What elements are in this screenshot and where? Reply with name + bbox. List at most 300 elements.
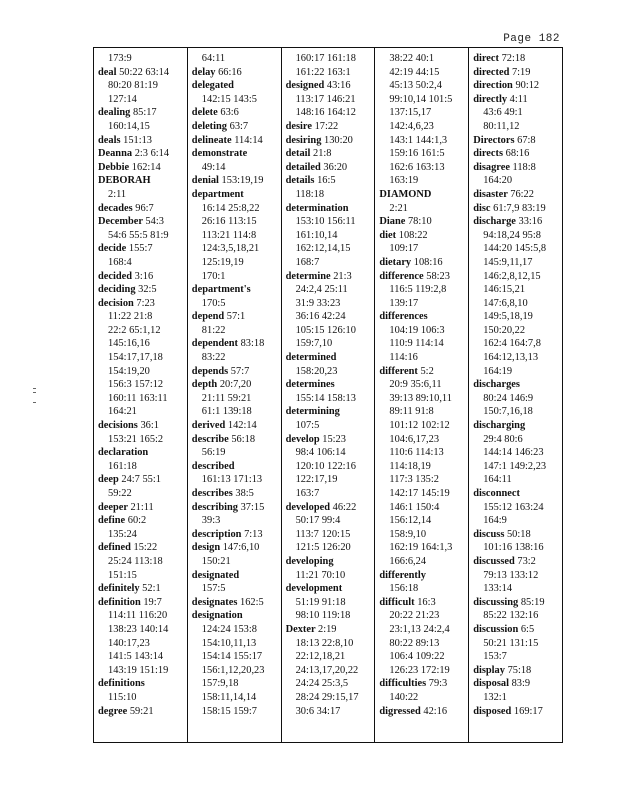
index-refs-continued: 147:1 149:2,23: [483, 460, 547, 472]
index-refs-continued: 155:12 163:24: [483, 501, 544, 513]
index-refs-continued: 161:18: [108, 460, 137, 472]
index-refs: 67:8: [517, 134, 536, 146]
index-refs-continued: 127:14: [108, 93, 137, 105]
index-entry: [286, 174, 373, 188]
index-entry: [473, 623, 560, 637]
index-term: designed: [285, 80, 325, 92]
index-refs-continued: 38:22 40:1: [389, 53, 435, 64]
index-refs: 153:19,19: [221, 175, 264, 187]
index-refs: 58:23: [426, 270, 450, 282]
index-entry: [192, 120, 279, 134]
index-entry: [192, 501, 279, 515]
index-entry: [473, 52, 560, 66]
index-refs-continued: 24:13,17,20,22: [295, 664, 359, 676]
index-refs: 72:18: [501, 53, 526, 64]
index-term: diet: [379, 229, 397, 241]
index-entry: [192, 528, 279, 542]
index-term: disc: [473, 202, 491, 214]
index-refs-continued: 45:13 50:2,4: [389, 80, 442, 92]
index-refs-continued: 143:1 144:1,3: [389, 134, 448, 146]
index-refs: 36:20: [323, 161, 348, 173]
index-entry: [192, 541, 279, 555]
index-refs: 19:7: [143, 596, 162, 608]
index-refs-continued: 21:11 59:21: [201, 392, 252, 404]
index-entry: [286, 582, 373, 596]
index-entry: [192, 134, 279, 148]
index-refs-continued: 121:5 126:20: [295, 542, 351, 554]
index-refs-continued: 168:4: [108, 256, 132, 268]
index-entry: [192, 147, 279, 161]
index-refs-continued: 141:5 143:14: [108, 651, 164, 663]
index-refs-continued: 31:9 33:23: [295, 297, 341, 309]
index-refs: 7:23: [136, 297, 155, 309]
index-entry: [192, 596, 279, 610]
index-refs-continued: 156:18: [389, 583, 419, 595]
index-term: difference: [379, 270, 424, 282]
index-refs-continued: 156:3 157:12: [108, 379, 164, 391]
index-column-4: [375, 48, 469, 742]
index-term: discuss: [473, 528, 505, 540]
index-refs-continued: 138:23 140:14: [108, 623, 169, 635]
index-refs: 2:3 6:14: [134, 148, 170, 160]
index-entry: [379, 705, 466, 719]
index-term: developing: [285, 555, 334, 567]
index-refs-continued: 20:9 35:6,11: [389, 379, 442, 391]
index-term: developed: [285, 501, 331, 513]
index-entry: [98, 283, 185, 297]
index-refs: 38:5: [235, 488, 254, 499]
index-entry: [379, 256, 466, 270]
index-entry: [473, 79, 560, 93]
index-entry: [98, 705, 185, 719]
index-entry: [473, 528, 560, 542]
index-refs-continued: 164:19: [483, 365, 513, 377]
index-refs: 16:5: [317, 175, 336, 187]
index-refs: 57:1: [226, 311, 246, 323]
index-entry: [473, 147, 560, 161]
index-term: determined: [285, 352, 337, 364]
index-term: definitions: [98, 678, 145, 690]
index-term: discharges: [473, 379, 520, 391]
index-entry: [379, 365, 466, 379]
index-entry: [98, 106, 185, 120]
index-refs: 6:5: [520, 623, 535, 635]
index-refs-continued: 79:13 133:12: [483, 569, 539, 581]
index-entry: [192, 419, 279, 433]
index-refs-continued: 162:6 163:13: [389, 161, 445, 173]
index-term: develop: [285, 433, 320, 445]
index-refs: 24:7 55:1: [121, 474, 161, 486]
index-entry: [286, 623, 373, 637]
index-refs-continued: 161:10,14: [295, 229, 338, 241]
index-refs-continued: 170:5: [201, 297, 226, 309]
index-refs-continued: 80:22 89:13: [389, 637, 440, 649]
index-refs-continued: 126:23 172:19: [389, 664, 450, 676]
index-refs-continued: 113:21 114:8: [201, 229, 257, 241]
index-term: decided: [98, 270, 133, 282]
index-column-3: [282, 48, 376, 742]
index-term: difficult: [379, 596, 415, 608]
index-term: Diane: [379, 216, 406, 228]
index-refs-continued: 105:15 126:10: [295, 324, 356, 336]
index-refs-continued: 11:21 70:10: [295, 569, 346, 581]
index-refs-continued: 114:16: [389, 352, 418, 364]
index-refs-continued: 64:11: [201, 53, 226, 64]
index-term: deciding: [98, 284, 136, 296]
index-refs: 83:9: [511, 678, 531, 690]
index-entry: [98, 134, 185, 148]
index-refs: 60:2: [127, 515, 147, 527]
index-refs-continued: 114:11 116:20: [108, 610, 168, 622]
index-refs-continued: 163:19: [389, 175, 419, 187]
index-refs: 50:22 63:14: [119, 66, 170, 78]
index-refs-continued: 23:1,13 24:2,4: [389, 623, 450, 635]
index-term: defined: [98, 542, 131, 554]
index-refs-continued: 50:21 131:15: [483, 637, 539, 649]
index-refs-continued: 142:17 145:19: [389, 488, 450, 499]
index-refs-continued: 118:18: [295, 188, 325, 200]
index-term: display: [473, 664, 505, 676]
index-refs: 73:2: [517, 555, 536, 567]
index-refs: 36:1: [140, 420, 159, 432]
index-entry: [192, 174, 279, 188]
index-term: disposed: [473, 705, 512, 717]
index-refs: 68:16: [505, 148, 530, 160]
index-entry: [286, 147, 373, 161]
index-refs-continued: 162:19 164:1,3: [389, 542, 453, 554]
index-entry: [473, 161, 560, 175]
index-term: discharging: [473, 420, 526, 432]
index-refs: 75:18: [507, 664, 532, 676]
index-refs-continued: 143:19 151:19: [108, 664, 169, 676]
index-refs-continued: 173:9: [108, 53, 132, 64]
index-refs: 66:16: [218, 66, 242, 78]
index-term: determination: [285, 202, 349, 214]
index-refs-continued: 139:17: [389, 297, 419, 309]
index-refs-continued: 24:2,4 25:11: [295, 284, 348, 296]
index-term: Debbie: [98, 161, 130, 173]
index-refs: 7:19: [511, 66, 531, 78]
index-refs-continued: 166:6,24: [389, 555, 427, 567]
index-entry: [473, 555, 560, 569]
index-refs-continued: 164:20: [483, 175, 513, 187]
index-refs-continued: 124:3,5,18,21: [201, 243, 260, 255]
index-refs-continued: 61:1 139:18: [201, 406, 252, 418]
index-refs: 52:1: [142, 583, 161, 595]
index-refs-continued: 117:3 135:2: [389, 474, 439, 486]
index-term: directed: [473, 66, 510, 78]
index-term: determining: [285, 406, 340, 418]
index-entry: [98, 270, 185, 284]
index-refs-continued: 116:5 119:2,8: [389, 284, 447, 296]
index-refs-continued: 159:7,10: [295, 338, 333, 350]
index-refs: 21:11: [130, 501, 154, 513]
index-term: digressed: [379, 705, 421, 717]
index-entry: [286, 351, 373, 365]
index-refs-continued: 124:24 153:8: [201, 623, 257, 635]
index-refs-continued: 106:4 109:22: [389, 651, 445, 663]
index-term: depend: [191, 311, 225, 323]
index-refs-continued: 150:21: [201, 555, 231, 567]
index-refs-continued: 42:19 44:15: [389, 66, 440, 78]
index-refs: 33:16: [518, 216, 543, 228]
index-entry: [192, 79, 279, 93]
index-term: directs: [473, 148, 504, 160]
index-entry: [192, 188, 279, 202]
margin-mark: [33, 402, 36, 403]
index-refs-continued: 146:2,8,12,15: [483, 270, 541, 282]
index-refs-continued: 144:20 145:5,8: [483, 243, 547, 255]
index-refs: 43:16: [326, 80, 351, 92]
index-entry: [286, 202, 373, 216]
index-refs-continued: 149:5,18,19: [483, 311, 533, 323]
index-refs-continued: 22:12,18,21: [295, 651, 346, 663]
index-column-5: [469, 48, 562, 742]
index-entry: [473, 664, 560, 678]
index-refs: 147:6,10: [222, 542, 260, 554]
index-term: dealing: [98, 107, 131, 119]
index-refs-continued: 59:22: [108, 488, 132, 499]
index-refs-continued: 81:22: [201, 324, 226, 336]
index-refs: 17:22: [314, 120, 339, 132]
index-refs: 108:22: [398, 229, 428, 241]
index-refs-continued: 153:21 165:2: [108, 433, 164, 445]
index-refs: 15:22: [133, 542, 158, 554]
word-index-table: [93, 47, 563, 743]
index-term: depends: [191, 365, 229, 377]
index-column-1: [94, 48, 188, 742]
index-refs: 85:19: [520, 596, 545, 608]
index-term: differences: [379, 311, 428, 323]
index-refs-continued: 150:20,22: [483, 324, 526, 336]
index-refs-continued: 160:14,15: [108, 120, 150, 132]
index-refs-continued: 80:11,12: [483, 120, 520, 132]
index-refs-continued: 164:11: [483, 474, 512, 486]
index-refs-continued: 113:7 120:15: [295, 528, 351, 540]
index-refs: 130:20: [324, 134, 353, 146]
index-entry: [192, 378, 279, 392]
index-refs: 83:18: [240, 338, 265, 350]
index-term: define: [98, 515, 126, 527]
index-refs: 7:13: [244, 528, 263, 540]
index-refs-continued: 109:17: [389, 243, 419, 255]
index-refs-continued: 24:24 25:3,5: [295, 678, 349, 690]
index-term: determine: [285, 270, 331, 282]
index-term: detailed: [285, 161, 321, 173]
index-refs-continued: 142:15 143:5: [201, 93, 257, 105]
index-refs-continued: 162:12,14,15: [295, 243, 351, 255]
index-refs-continued: 132:1: [483, 691, 507, 703]
index-refs: 78:10: [407, 216, 432, 228]
index-refs-continued: 22:2 65:1,12: [108, 324, 161, 336]
margin-mark: [33, 392, 36, 393]
index-refs: 21:8: [313, 148, 332, 160]
index-refs: 32:5: [138, 284, 157, 296]
index-entry: [98, 677, 185, 691]
index-term: development: [285, 583, 343, 595]
index-refs-continued: 51:19 91:18: [295, 596, 346, 608]
index-refs-continued: 2:11: [108, 188, 127, 200]
index-term: discussion: [473, 623, 519, 635]
index-term: disposal: [473, 678, 509, 690]
index-refs-continued: 114:18,19: [389, 460, 431, 472]
index-refs-continued: 158:20,23: [295, 365, 338, 377]
index-refs-continued: 160:17 161:18: [295, 53, 356, 64]
index-entry: [473, 677, 560, 691]
index-refs: 59:21: [129, 705, 154, 717]
index-refs-continued: 158:9,10: [389, 528, 427, 540]
index-entry: [98, 514, 185, 528]
index-term: design: [191, 542, 221, 554]
index-entry: [98, 66, 185, 80]
index-term: designates: [191, 596, 238, 608]
index-entry: [286, 79, 373, 93]
index-entry: [98, 501, 185, 515]
index-refs-continued: 157:5: [201, 583, 226, 595]
index-term: discussing: [473, 596, 519, 608]
index-refs-continued: 156:1,12,20,23: [201, 664, 265, 676]
index-refs-continued: 164:21: [108, 406, 137, 418]
index-refs: 56:18: [231, 433, 256, 445]
index-refs-continued: 98:4 106:14: [295, 447, 346, 459]
index-refs-continued: 161:22 163:1: [295, 66, 351, 78]
index-refs: 54:3: [145, 216, 164, 228]
index-refs-continued: 147:6,8,10: [483, 297, 528, 309]
index-term: disconnect: [473, 488, 520, 499]
index-term: delay: [191, 66, 216, 78]
index-refs-continued: 146:1 150:4: [389, 501, 440, 513]
index-entry: [192, 460, 279, 474]
index-refs: 142:14: [227, 420, 257, 432]
index-term: dependent: [191, 338, 238, 350]
index-term: deleting: [191, 120, 228, 132]
index-refs-continued: 154:17,17,18: [108, 352, 163, 364]
index-refs: 2:19: [318, 623, 337, 635]
index-term: denial: [191, 175, 219, 187]
index-refs-continued: 148:16 164:12: [295, 107, 356, 119]
margin-mark: [33, 388, 36, 389]
index-refs-continued: 101:12 102:12: [389, 420, 450, 432]
index-refs-continued: 104:6,17,23: [389, 433, 440, 445]
index-refs-continued: 54:6 55:5 81:9: [108, 229, 169, 241]
index-term: desiring: [285, 134, 322, 146]
index-refs-continued: 25:24 113:18: [108, 555, 163, 567]
index-entry: [98, 215, 185, 229]
index-term: declaration: [98, 447, 149, 459]
index-refs-continued: 2:21: [389, 202, 408, 214]
index-entry: [286, 134, 373, 148]
index-refs: 20:7,20: [219, 379, 252, 391]
index-refs: 57:7: [230, 365, 250, 377]
index-term: disaster: [473, 188, 508, 200]
index-entry: [192, 609, 279, 623]
index-refs-continued: 155:14 158:13: [295, 392, 356, 404]
index-refs-continued: 30:6 34:17: [295, 705, 341, 717]
index-entry: [379, 677, 466, 691]
index-term: December: [98, 216, 143, 228]
index-refs-continued: 94:18,24 95:8: [483, 229, 541, 241]
index-refs-continued: 80:24 146:9: [483, 392, 534, 404]
index-term: different: [379, 365, 418, 377]
index-refs: 42:16: [423, 705, 448, 717]
index-refs-continued: 39:13 89:10,11: [389, 392, 452, 404]
index-entry: [379, 569, 466, 583]
index-refs-continued: 168:7: [295, 256, 320, 268]
index-refs: 21:3: [333, 270, 352, 282]
index-entry: [473, 419, 560, 433]
index-entry: [192, 569, 279, 583]
index-refs: 61:7,9 83:19: [493, 202, 546, 214]
index-entry: [98, 242, 185, 256]
index-refs-continued: 164:9: [483, 515, 507, 527]
index-refs-continued: 140:22: [389, 691, 419, 703]
index-refs-continued: 133:14: [483, 583, 513, 595]
index-refs-continued: 26:16 113:15: [201, 216, 257, 228]
index-refs-continued: 153:10 156:11: [295, 216, 356, 228]
index-entry: [98, 446, 185, 460]
index-refs: 162:5: [240, 596, 264, 608]
index-refs-continued: 164:12,13,13: [483, 352, 539, 364]
index-term: describe: [191, 433, 229, 445]
index-term: degree: [98, 705, 128, 717]
index-refs-continued: 49:14: [201, 161, 226, 173]
index-entry: [192, 310, 279, 324]
index-refs: 63:6: [220, 107, 239, 119]
index-entry: [192, 66, 279, 80]
index-refs: 155:7: [128, 243, 153, 255]
index-refs-continued: 107:5: [295, 420, 320, 432]
index-refs-continued: 154:19,20: [108, 365, 150, 377]
index-term: designation: [191, 610, 243, 622]
index-entry: [473, 188, 560, 202]
index-entry: [192, 433, 279, 447]
index-term: deep: [98, 474, 119, 486]
index-term: determines: [285, 379, 335, 391]
index-refs-continued: 154:10,11,13: [201, 637, 257, 649]
index-entry: [473, 705, 560, 719]
index-refs-continued: 104:19 106:3: [389, 324, 445, 336]
index-refs-continued: 156:12,14: [389, 515, 432, 527]
index-entry: [98, 582, 185, 596]
index-refs: 151:13: [123, 134, 153, 146]
index-entry: [98, 174, 185, 188]
index-refs-continued: 39:3: [201, 515, 221, 527]
index-term: disagree: [473, 161, 510, 173]
index-term: Dexter: [285, 623, 316, 635]
index-term: decades: [98, 202, 133, 214]
index-refs-continued: 16:14 25:8,22: [201, 202, 260, 214]
index-term: demonstrate: [191, 148, 248, 160]
index-term: DEBORAH: [98, 175, 151, 187]
index-entry: [286, 405, 373, 419]
index-entry: [473, 378, 560, 392]
index-refs: 169:17: [513, 705, 543, 717]
index-refs-continued: 145:9,11,17: [483, 256, 533, 268]
index-entry: [473, 487, 560, 501]
index-entry: [379, 310, 466, 324]
index-refs-continued: 120:10 122:16: [295, 460, 356, 472]
index-refs-continued: 159:16 161:5: [389, 148, 445, 160]
index-term: delegated: [191, 80, 234, 92]
index-refs-continued: 110:9 114:14: [389, 338, 444, 350]
index-entry: [98, 541, 185, 555]
index-entry: [98, 297, 185, 311]
index-term: discussed: [473, 555, 515, 567]
index-term: decisions: [98, 420, 138, 432]
index-term: describing: [191, 501, 238, 513]
index-term: directly: [473, 93, 508, 105]
index-refs-continued: 29:4 80:6: [483, 433, 523, 445]
